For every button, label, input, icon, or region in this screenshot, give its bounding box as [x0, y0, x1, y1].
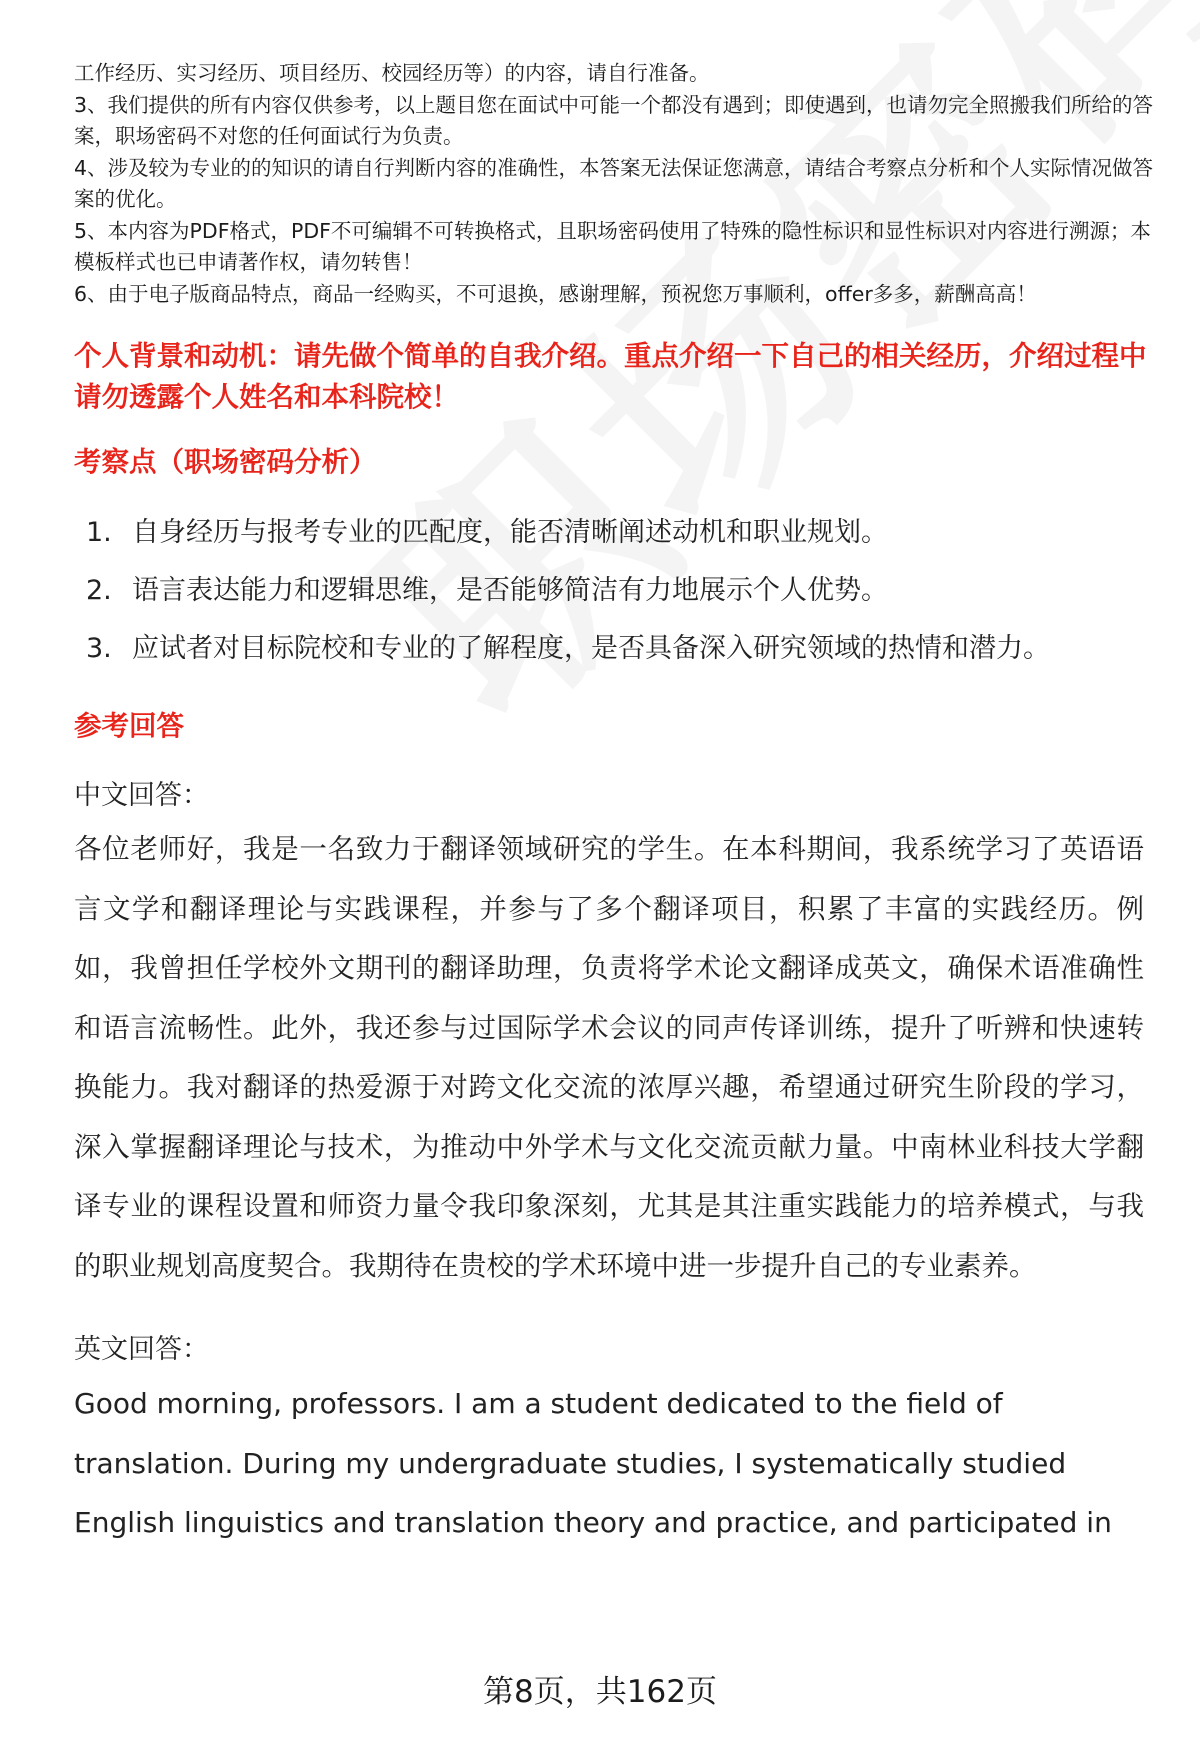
list-text: 语言表达能力和逻辑思维，是否能够简洁有力地展示个人优势。 [132, 575, 888, 606]
list-item [86, 562, 1154, 620]
note-line: 3、我们提供的所有内容仅供参考，以上题目您在面试中可能一个都没有遇到；即使遇到，也请勿完全照搬我们所给的答案，职场密码不对您的任何面试行为负责。 [74, 92, 1154, 148]
list-number: 3. [86, 633, 112, 664]
chinese-answer-label: 中文回答： [74, 780, 209, 811]
note-line: 5、本内容为PDF格式，PDF不可编辑不可转换格式，且职场密码使用了特殊的隐性标识和显性标识对内容进行溯源；本模板样式也已申请著作权，请勿转售！ [74, 218, 1151, 274]
analysis-points [86, 504, 1154, 678]
analysis-heading: 考察点（职场密码分析） [74, 446, 377, 478]
answer-heading: 参考回答 [74, 710, 184, 742]
list-item [86, 504, 1154, 562]
list-item [86, 620, 1154, 678]
english-answer: Good morning, professors. I am a student dedicated to the field of translation. During my undergraduate studies, I systematically studied English linguistics and translation theory and practice, and participated in [74, 1387, 1112, 1539]
list-text: 应试者对目标院校和专业的了解程度，是否具备深入研究领域的热情和潜力。 [132, 633, 1050, 664]
page-content [74, 58, 1154, 1553]
note-line: 工作经历、实习经历、项目经历、校园经历等）的内容，请自行准备。 [74, 61, 710, 85]
question-topic: 个人背景和动机：请先做个简单的自我介绍。重点介绍一下自己的相关经历，介绍过程中请勿透露个人姓名和本科院校！ [74, 340, 1147, 413]
chinese-answer: 各位老师好，我是一名致力于翻译领域研究的学生。在本科期间，我系统学习了英语语言文学和翻译理论与实践课程，并参与了多个翻译项目，积累了丰富的实践经历。例如，我曾担任学校外文期刊的翻译助理，负责将学术论文翻译成英文，确保术语准确性和语言流畅性。此外，我还参与过国际学术会议的同声传译训练，提升了听辨和快速转换能力。我对翻译的热爱源于对跨文化交流的浓厚兴趣，希望通过研究生阶段的学习，深入掌握翻译理论与技术，为推动中外学术与文化交流贡献力量。中南林业科技大学翻译专业的课程设置和师资力量令我印象深刻，尤其是其注重实践能力的培养模式，与我的职业规划高度契合。我期待在贵校的学术环境中进一步提升自己的专业素养。 [74, 833, 1144, 1282]
note-line: 4、涉及较为专业的的知识的请自行判断内容的准确性，本答案无法保证您满意，请结合考察点分析和个人实际情况做答案的优化。 [74, 155, 1154, 211]
english-answer-label: 英文回答： [74, 1334, 209, 1365]
list-text: 自身经历与报考专业的匹配度，能否清晰阐述动机和职业规划。 [132, 517, 888, 548]
list-number: 1. [86, 517, 112, 548]
note-line: 6、由于电子版商品特点，商品一经购买，不可退换，感谢理解，预祝您万事顺利，offer多多，薪酬高高！ [74, 281, 1037, 306]
list-number: 2. [86, 575, 112, 606]
page-number: 第8页，共162页 [483, 1674, 717, 1710]
